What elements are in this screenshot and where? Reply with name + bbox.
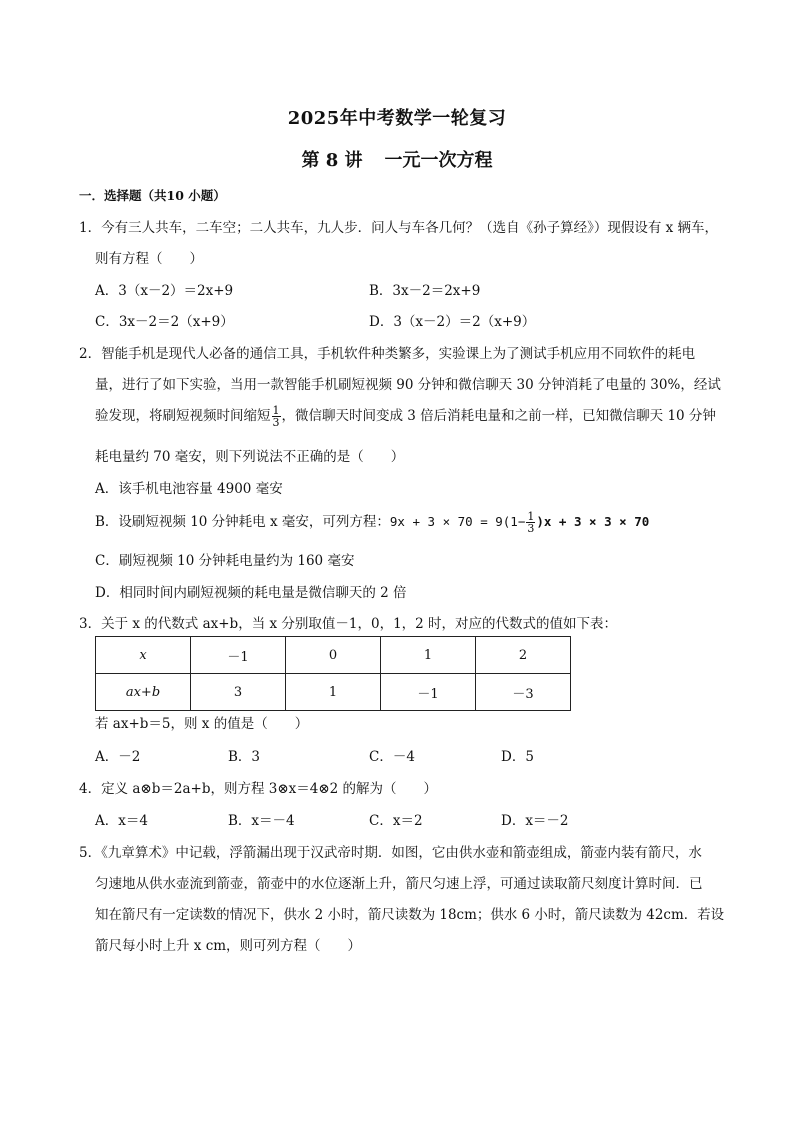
value-table — [95, 636, 571, 711]
q5-stem-line1: 5．《九章算术》中记载，浮箭漏出现于汉武帝时期．如图，它由供水壶和箭壶组成，箭壶内装有箭尺，水 — [79, 845, 702, 861]
q2-option-b-equation-part2: )x + 3 × 3 × 70 — [536, 514, 650, 529]
q5-stem-line4: 箭尺每小时上升 x cm，则可列方程（ ） — [95, 938, 362, 954]
q4-option-c: C．x＝2 — [369, 813, 423, 829]
q2-stem-line4: 耗电量约 70 毫安，则下列说法不正确的是（ ） — [95, 449, 405, 465]
table-cell: －3 — [476, 674, 571, 711]
q2-option-b-text: B．设刷短视频 10 分钟耗电 x 毫安，可列方程： — [95, 514, 390, 530]
q3-option-d: D．5 — [501, 749, 534, 765]
q4-option-b: B．x＝－4 — [228, 813, 295, 829]
table-cell: －1 — [381, 674, 476, 711]
q5-stem-line3: 知在箭尺有一定读数的情况下，供水 2 小时，箭尺读数为 18cm；供水 6 小时，箭尺读数为 42cm．若设 — [95, 907, 725, 923]
q2-option-d: D．相同时间内刷短视频的耗电量是微信聊天的 2 倍 — [95, 585, 407, 601]
q2-stem-line1: 2．智能手机是现代人必备的通信工具，手机软件种类繁多，实验课上为了测试手机应用不同软件的耗电 — [79, 346, 696, 362]
q3-stem-line2: 若 ax+b＝5，则 x 的值是（ ） — [95, 716, 309, 732]
q4-stem-line1: 4．定义 a⊗b＝2a+b，则方程 3⊗x＝4⊗2 的解为（ ） — [79, 781, 438, 797]
table-cell: 1 — [286, 674, 381, 711]
q4-option-d: D．x＝－2 — [501, 813, 569, 829]
q1-option-b: B．3x－2＝2x+9 — [369, 283, 481, 299]
q1-stem-line1: 1．今有三人共车，二车空；二人共车，九人步．问人与车各几何？（选自《孙子算经》）现假设有 x 辆车， — [79, 220, 719, 236]
q2-stem-line3b: ，微信聊天时间变成 3 倍后消耗电量和之前一样，已知微信聊天 10 分钟 — [281, 408, 716, 424]
table-cell: 0 — [286, 637, 381, 674]
q3-option-b: B．3 — [228, 749, 261, 765]
table-cell: ax+b — [96, 674, 191, 711]
q2-stem-line3 — [95, 404, 716, 428]
table-row — [96, 637, 571, 674]
q2-option-b-equation-part1: 9x + 3 × 70 = 9(1 — [389, 514, 518, 529]
lesson-title — [0, 146, 794, 172]
table-cell: 1 — [381, 637, 476, 674]
section-heading: 一．选择题（共10 小题） — [79, 188, 226, 203]
table-cell: 2 — [476, 637, 571, 674]
fraction-one-third: $\frac{1}{3}$ — [272, 404, 280, 429]
table-cell: －1 — [191, 637, 286, 674]
q2-option-a: A．该手机电池容量 4900 毫安 — [95, 481, 283, 497]
q1-option-a: A．3（x－2）＝2x+9 — [95, 283, 234, 299]
q4-option-a: A．x＝4 — [95, 813, 148, 829]
q2-stem-line2: 量，进行了如下实验，当用一款智能手机刷短视频 90 分钟和微信聊天 30 分钟消耗了电量的 30%，经试 — [95, 377, 721, 393]
lesson-number: 第 8 讲 — [301, 150, 363, 171]
q3-option-a: A．－2 — [95, 749, 141, 765]
q2-option-c: C．刷短视频 10 分钟耗电量约为 160 毫安 — [95, 553, 355, 569]
q2-stem-line3a: 验发现，将刷短视频时间缩短 — [95, 408, 271, 424]
table-cell: x — [96, 637, 191, 674]
fraction-one-third-b: $\frac{1}{3}$ — [527, 510, 535, 535]
table-row — [96, 674, 571, 711]
q3-stem-line1: 3．关于 x 的代数式 ax+b，当 x 分别取值－1，0，1，2 时，对应的代数式的值如下表： — [79, 616, 618, 632]
page-title: 2025年中考数学一轮复习 — [287, 108, 507, 129]
lesson-topic: 一元一次方程 — [384, 150, 493, 171]
q2-option-b — [95, 510, 649, 534]
q2-option-b-minus: − — [517, 514, 526, 529]
q1-stem-line2: 则有方程（ ） — [95, 251, 203, 267]
q5-stem-line2: 匀速地从供水壶流到箭壶，箭壶中的水位逐渐上升，箭尺匀速上浮，可通过读取箭尺刻度计算时间．已 — [95, 876, 703, 892]
table-cell: 3 — [191, 674, 286, 711]
q3-option-c: C．－4 — [369, 749, 415, 765]
q1-option-d: D．3（x－2）＝2（x+9） — [369, 314, 536, 330]
q1-option-c: C．3x－2＝2（x+9） — [95, 314, 234, 330]
